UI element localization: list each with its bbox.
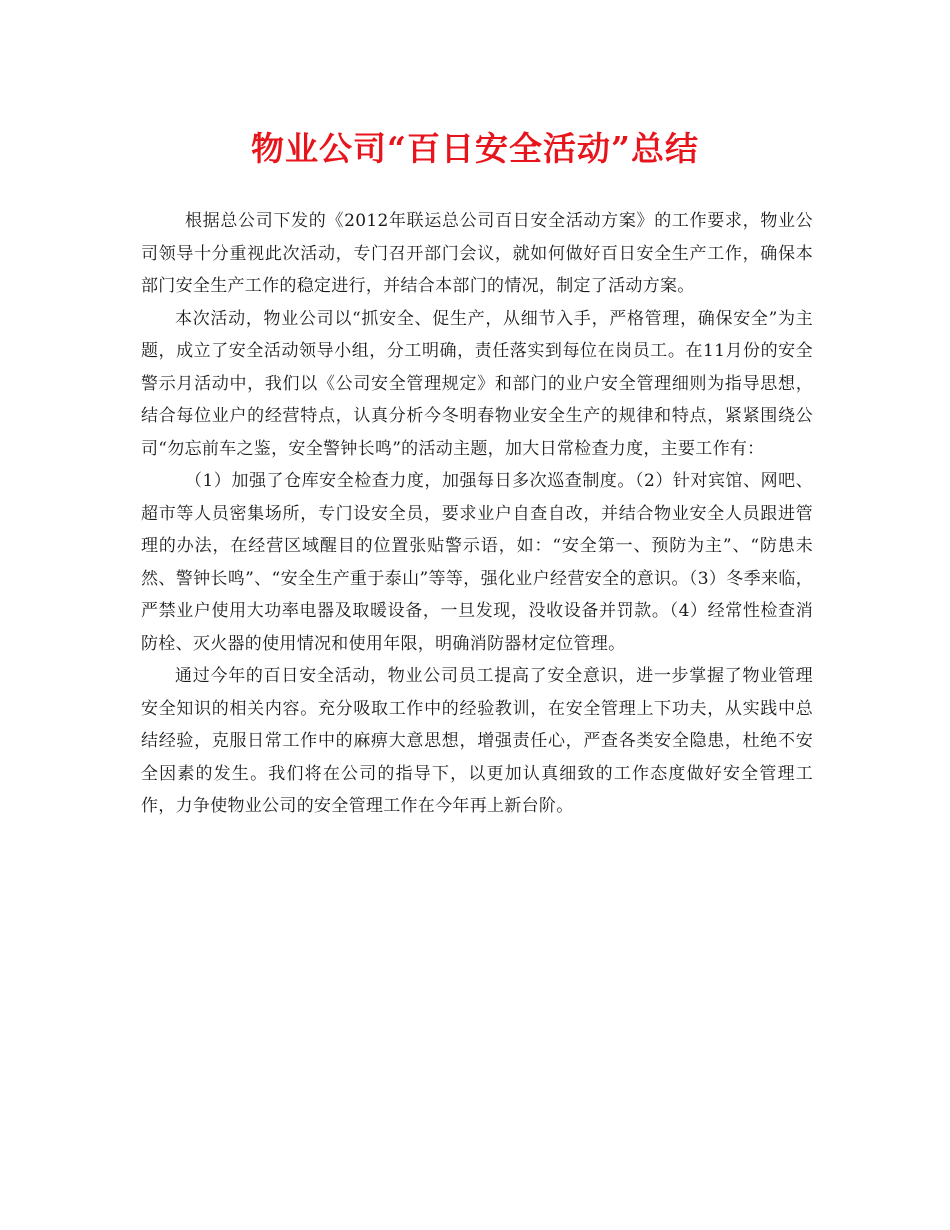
- paragraph-intro: 根据总公司下发的《2012年联运总公司百日安全活动方案》的工作要求，物业公司领导十分重视此次活动，专门召开部门会议，就如何做好百日安全生产工作，确保本部门安全生产工作的稳定进行，并结合本部门的情况，制定了活动方案。: [141, 211, 813, 296]
- paragraph-activity: 本次活动，物业公司以“抓安全、促生产，从细节入手，严格管理，确保安全”为主题，成立了安全活动领导小组，分工明确，责任落实到每位在岗员工。在11月份的安全警示月活动中，我们以《公司安全管理规定》和部门的业户安全管理细则为指导思想，结合每位业户的经营特点，认真分析今冬明春物业安全生产的规律和特点，紧紧围绕公司“勿忘前车之鉴，安全警钟长鸣”的活动主题，加大日常检查力度，主要工作有：: [141, 308, 813, 459]
- document-body: [141, 205, 813, 823]
- document-title: 物业公司“百日安全活动”总结: [251, 129, 699, 168]
- paragraph-conclusion: 通过今年的百日安全活动，物业公司员工提高了安全意识，进一步掌握了物业管理安全知识的相关内容。充分吸取工作中的经验教训，在安全管理上下功夫，从实践中总结经验，克服日常工作中的麻痹大意思想，增强责任心，严查各类安全隐患，杜绝不安全因素的发生。我们将在公司的指导下，以更加认真细致的工作态度做好安全管理工作，力争使物业公司的安全管理工作在今年再上新台阶。: [141, 666, 813, 816]
- paragraph-measures: （1）加强了仓库安全检查力度，加强每日多次巡查制度。（2）针对宾馆、网吧、超市等人员密集场所，专门设安全员，要求业户自查自改，并结合物业安全人员跟进管理的办法，在经营区域醒目的位置张贴警示语，如：“安全第一、预防为主”、“防患未然、警钟长鸣”、“安全生产重于泰山”等等，强化业户经营安全的意识。（3）冬季来临，严禁业户使用大功率电器及取暖设备，一旦发现，没收设备并罚款。（4）经常性检查消防栓、灭火器的使用情况和使用年限，明确消防器材定位管理。: [141, 471, 813, 654]
